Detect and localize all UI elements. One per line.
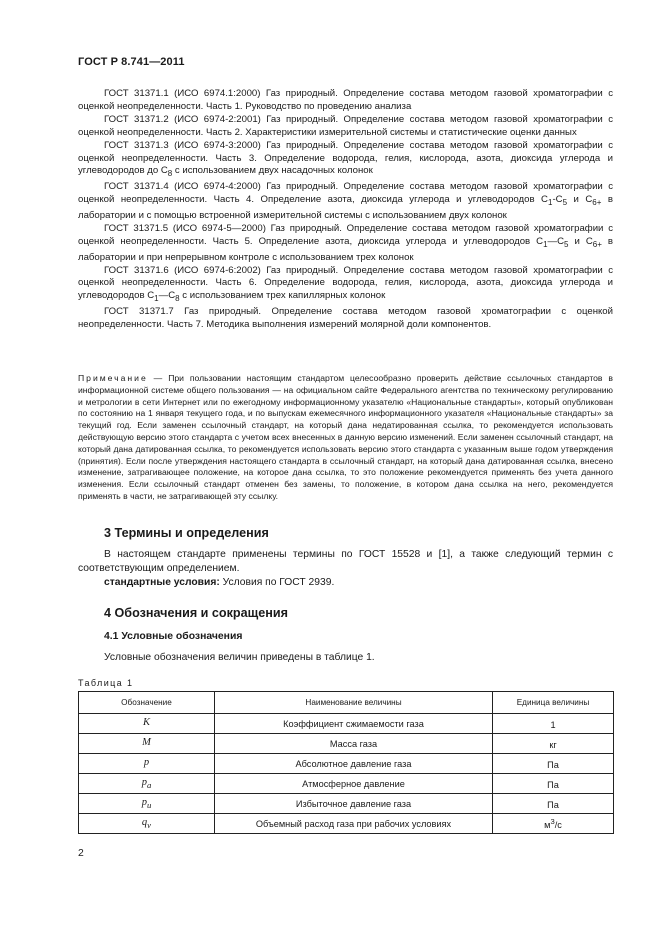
subscript: 1 bbox=[543, 239, 548, 249]
quantity-name-cell: Объемный расход газа при рабочих условиях bbox=[215, 814, 493, 834]
symbol-cell bbox=[79, 774, 215, 794]
subscript: 8 bbox=[175, 294, 180, 304]
section-4-1-text bbox=[104, 651, 613, 665]
table-row bbox=[79, 814, 614, 834]
symbol-cell bbox=[79, 714, 215, 734]
reference-text: ГОСТ 31371.4 (ИСО 6974-4:2000) Газ природный. Определение состава методом газовой хроматографии с оценкой неопределенности. Часть 4. Определение азота, диоксида углерода и углеводородов С bbox=[78, 181, 613, 206]
quantity-name-cell: Избыточное давление газа bbox=[215, 794, 493, 814]
reference-item bbox=[78, 306, 613, 332]
reference-item bbox=[78, 223, 613, 265]
table-header-row bbox=[79, 692, 614, 714]
subscript: 5 bbox=[564, 239, 569, 249]
table-row bbox=[79, 714, 614, 734]
subscript: 6+ bbox=[592, 239, 602, 249]
reference-text: ГОСТ 31371.2 (ИСО 6974-2:2001) Газ природный. Определение состава методом газовой хроматографии с оценкой неопределенности. Часть 2. Характеристики измерительной системы и статистические оценки данных bbox=[78, 113, 613, 138]
header-name: Наименование величины bbox=[215, 692, 493, 714]
section-3-paragraph: В настоящем стандарте применены термины по ГОСТ 15528 и [1], а также следующий термин с соответствующим определением. bbox=[78, 549, 613, 574]
note-lead: Примечание bbox=[78, 373, 148, 383]
reference-item bbox=[78, 114, 613, 140]
section-4-1-paragraph: Условные обозначения величин приведены в таблице 1. bbox=[104, 652, 375, 663]
reference-text: в лаборатории и с помощью встроенной измерительной системы с использованием двух колонок bbox=[78, 194, 613, 221]
reference-text: с использованием двух насадочных колонок bbox=[172, 165, 373, 177]
term-def: Условия по ГОСТ 2939. bbox=[219, 577, 335, 588]
section-4-1-title: 4.1 Условные обозначения bbox=[104, 631, 243, 642]
table-caption: Таблица 1 bbox=[78, 678, 134, 688]
quantity-name-cell: Коэффициент сжимаемости газа bbox=[215, 714, 493, 734]
unit: Па bbox=[547, 780, 559, 791]
symbol: p bbox=[141, 776, 147, 788]
unit-tail: /с bbox=[554, 820, 562, 831]
symbols-table bbox=[78, 691, 614, 834]
quantity-name-cell: Атмосферное давление bbox=[215, 774, 493, 794]
symbol-cell bbox=[79, 754, 215, 774]
unit: 1 bbox=[550, 720, 556, 731]
reference-text: ГОСТ 31371.5 (ИСО 6974-5—2000) Газ природный. Определение состава методом газовой хроматографии с оценкой неопределенности. Часть 5. Определение азота, диоксида углерода и углеводородов С bbox=[78, 222, 613, 247]
unit-cell bbox=[493, 714, 614, 734]
section-3-title: 3 Термины и определения bbox=[104, 526, 269, 540]
reference-text: ГОСТ 31371.3 (ИСО 6974-3:2000) Газ природный. Определение состава методом газовой хроматографии с оценкой неопределенности. Часть 3. Определение водорода, гелия, кислорода, азота, диоксида углерода и углеводородов до С bbox=[78, 139, 613, 177]
unit: Па bbox=[547, 760, 559, 771]
reference-text: —С bbox=[547, 235, 565, 247]
table-row bbox=[79, 794, 614, 814]
reference-text: и С bbox=[568, 235, 593, 247]
unit-sup: 3 bbox=[550, 816, 555, 826]
symbol-sub: и bbox=[146, 800, 152, 811]
table-row bbox=[79, 774, 614, 794]
page-header: ГОСТ Р 8.741—2011 bbox=[78, 56, 185, 68]
note-text: — При пользовании настоящим стандартом целесообразно проверить действие ссылочных стандартов в информационной системе общего пользования — на официальном сайте Федерального агентства по техническому регулированию и метрологии в сети Интернет или по ежегодному информационному указателю «Национальные стандарты», который опубликован по состоянию на 1 января текущего года, и по выпускам ежемесячного информационного указателя «Национальные стандарты» за текущий год. Если заменен ссылочный стандарт, на который дана недатированная ссылка, то рекомендуется использовать действующую версию этого стандарта с учетом всех внесенных в данную версию изменений. Если заменен ссылочный стандарт, на который дана датированная ссылка, то рекомендуется использовать версию этого стандарта с указанным выше годом утверждения (принятия). Если после утверждения настоящего стандарта в ссылочный стандарт, на который дана датированная ссылка, внесено изменение, затрагивающее положение, на которое дана ссылка, то это положение рекомендуется применять без учета данного изменения. Если ссылочный стандарт отменен без замены, то положение, в котором дана ссылка на него, рекомендуется применять в части, не затрагивающей эту ссылку. bbox=[78, 373, 613, 501]
unit-cell bbox=[493, 734, 614, 754]
unit: м bbox=[544, 820, 551, 831]
reference-text: -С bbox=[552, 194, 563, 206]
table-row bbox=[79, 754, 614, 774]
term-definition bbox=[104, 577, 334, 588]
reference-text: ГОСТ 31371.7 Газ природный. Определение состава методом газовой хроматографии с оценкой неопределенности. Часть 7. Методика выполнения измерений молярной доли компонентов. bbox=[78, 306, 613, 331]
unit-cell bbox=[493, 754, 614, 774]
subscript: 5 bbox=[562, 198, 568, 208]
subscript: 1 bbox=[154, 294, 159, 304]
reference-text: —С bbox=[158, 290, 176, 302]
quantity-name-cell: Абсолютное давление газа bbox=[215, 754, 493, 774]
symbol-cell bbox=[79, 794, 215, 814]
reference-text: с использованием трех капиллярных колонок bbox=[179, 290, 386, 302]
reference-item bbox=[78, 88, 613, 114]
reference-item bbox=[78, 181, 613, 223]
subscript: 8 bbox=[167, 169, 173, 179]
symbol: p bbox=[141, 796, 147, 808]
table-row bbox=[79, 734, 614, 754]
header-unit: Единица величины bbox=[493, 692, 614, 714]
unit: Па bbox=[547, 800, 559, 811]
unit: кг bbox=[549, 740, 557, 751]
term: стандартные условия: bbox=[104, 577, 220, 588]
section-3-text bbox=[78, 548, 613, 576]
unit-cell bbox=[493, 794, 614, 814]
note bbox=[78, 373, 613, 503]
symbol-sub: v bbox=[147, 820, 152, 831]
symbol: p bbox=[143, 756, 150, 768]
symbol-sub: а bbox=[146, 780, 152, 791]
reference-item bbox=[78, 140, 613, 182]
unit-cell bbox=[493, 774, 614, 794]
reference-text: и С bbox=[567, 194, 593, 206]
page-number: 2 bbox=[78, 848, 84, 859]
reference-item bbox=[78, 265, 613, 307]
symbol: M bbox=[142, 736, 151, 748]
normative-references bbox=[78, 88, 613, 332]
symbol: q bbox=[141, 816, 148, 828]
subscript: 6+ bbox=[592, 198, 602, 208]
quantity-name-cell: Масса газа bbox=[215, 734, 493, 754]
reference-text: в лаборатории и при непрерывном контроле с использованием трех колонок bbox=[78, 235, 613, 263]
section-4-title: 4 Обозначения и сокращения bbox=[104, 606, 288, 620]
subscript: 1 bbox=[547, 198, 553, 208]
symbol-cell bbox=[79, 734, 215, 754]
reference-text: ГОСТ 31371.1 (ИСО 6974.1:2000) Газ природный. Определение состава методом газовой хроматографии с оценкой неопределенности. Часть 1. Руководство по проведению анализа bbox=[78, 88, 613, 112]
symbol: K bbox=[142, 716, 150, 728]
unit-cell bbox=[493, 814, 614, 834]
header-symbol: Обозначение bbox=[79, 692, 215, 714]
symbol-cell bbox=[79, 814, 215, 834]
reference-text: ГОСТ 31371.6 (ИСО 6974-6:2002) Газ природный. Определение состава методом газовой хроматографии с оценкой неопределенности. Часть 6. Определение водорода, гелия, кислорода, азота, диоксида углерода и углеводородов С bbox=[78, 264, 613, 302]
